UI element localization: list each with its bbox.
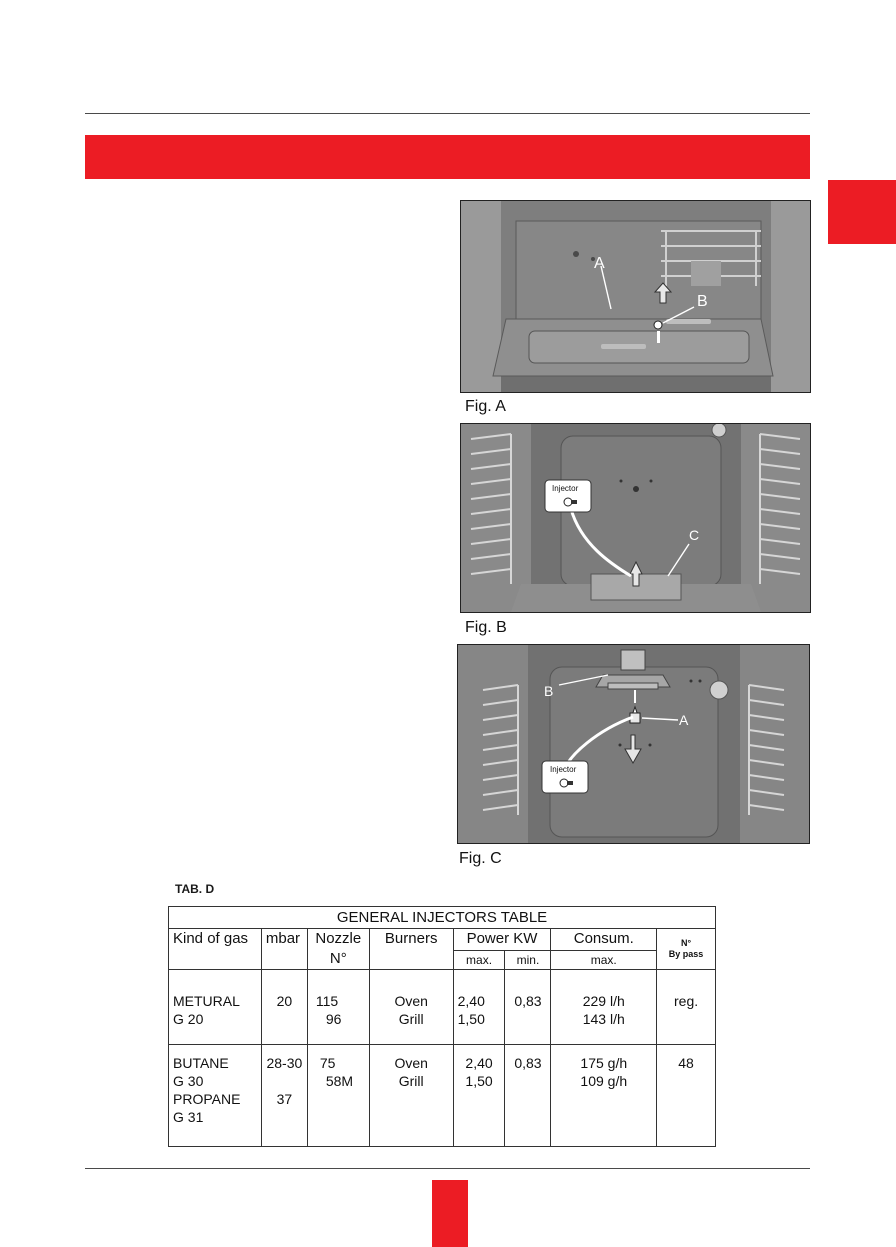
cell-nozzle bbox=[307, 970, 369, 1045]
table-row bbox=[169, 970, 716, 1045]
cell-nozzle bbox=[307, 1045, 369, 1147]
fig-b-label-c: C bbox=[689, 527, 700, 543]
cell-consum-max bbox=[551, 1045, 657, 1147]
header-kind-of-gas: Kind of gas bbox=[169, 929, 262, 970]
cell-consum-line: 143 l/h bbox=[582, 1011, 625, 1027]
header-rule bbox=[85, 113, 810, 114]
cell-power-max-line: 1,50 bbox=[465, 1073, 493, 1089]
header-mbar: mbar bbox=[261, 929, 307, 970]
cell-bypass-line: 48 bbox=[678, 1055, 694, 1071]
caption-fig-a: Fig. A bbox=[465, 398, 506, 415]
header-consum: Consum. bbox=[551, 929, 657, 951]
fig-a-label-a: A bbox=[594, 255, 605, 272]
page-number-block bbox=[432, 1180, 468, 1247]
header-power-min: min. bbox=[505, 950, 551, 969]
header-bypass-label: By pass bbox=[668, 949, 704, 959]
header-bypass bbox=[657, 929, 716, 970]
caption-fig-c: Fig. C bbox=[459, 850, 502, 867]
cell-power-max-line: 1,50 bbox=[457, 1011, 485, 1027]
cell-power-min bbox=[505, 970, 551, 1045]
cell-mbar-line: 28-30 bbox=[266, 1055, 303, 1071]
cell-consum-max bbox=[551, 970, 657, 1045]
cell-mbar bbox=[261, 1045, 307, 1147]
footer-rule bbox=[85, 1168, 810, 1169]
cell-bypass bbox=[657, 1045, 716, 1147]
section-title-band bbox=[85, 135, 810, 179]
cell-burner-line: Grill bbox=[398, 1011, 424, 1027]
fig-a-label-b: B bbox=[697, 293, 708, 310]
cell-burners bbox=[369, 1045, 453, 1147]
cell-power-max bbox=[453, 970, 505, 1045]
header-power: Power KW bbox=[453, 929, 551, 951]
table-row bbox=[169, 1045, 716, 1147]
cell-burner-line: Oven bbox=[394, 1055, 428, 1071]
cell-power-min-line: 0,83 bbox=[514, 993, 542, 1009]
cell-nozzle-line: 96 bbox=[325, 1011, 342, 1027]
figure-a bbox=[460, 200, 811, 393]
fig-c-injector-label: Injector bbox=[550, 765, 577, 774]
cell-burner-line: Grill bbox=[398, 1073, 424, 1089]
cell-gas-line: BUTANE bbox=[173, 1055, 229, 1071]
cell-nozzle-line: 58M bbox=[325, 1073, 354, 1089]
cell-bypass-line: reg. bbox=[674, 993, 699, 1009]
cell-power-min bbox=[505, 1045, 551, 1147]
fig-b-injector-label: Injector bbox=[552, 484, 579, 493]
header-nozzle bbox=[307, 929, 369, 970]
cell-bypass bbox=[657, 970, 716, 1045]
figure-b bbox=[460, 423, 811, 613]
cell-power-max-line: 2,40 bbox=[457, 993, 485, 1009]
header-bypass-n: N° bbox=[681, 938, 692, 948]
cell-gas bbox=[169, 1045, 262, 1147]
cell-power-max bbox=[453, 1045, 505, 1147]
fig-c-label-b: B bbox=[544, 683, 554, 699]
header-consum-max: max. bbox=[551, 950, 657, 969]
cell-power-max-line: 2,40 bbox=[465, 1055, 493, 1071]
cell-nozzle-line: 75 bbox=[319, 1055, 336, 1071]
figure-c bbox=[457, 644, 810, 844]
cell-consum-line: 229 l/h bbox=[582, 993, 625, 1009]
cell-gas-line: G 20 bbox=[173, 1011, 204, 1027]
cell-gas-line: G 30 bbox=[173, 1073, 204, 1089]
cell-power-min-line: 0,83 bbox=[514, 1055, 542, 1071]
cell-mbar bbox=[261, 970, 307, 1045]
cell-burner-line: Oven bbox=[394, 993, 428, 1009]
header-nozzle-label: Nozzle bbox=[315, 930, 362, 947]
cell-consum-line: 175 g/h bbox=[580, 1055, 628, 1071]
header-burners: Burners bbox=[369, 929, 453, 970]
cell-burners bbox=[369, 970, 453, 1045]
table-title: GENERAL INJECTORS TABLE bbox=[169, 907, 716, 929]
caption-fig-b: Fig. B bbox=[465, 619, 507, 636]
cell-mbar-line: 37 bbox=[276, 1091, 293, 1107]
cell-gas-line: PROPANE bbox=[173, 1091, 241, 1107]
cell-nozzle-line: 115 bbox=[315, 993, 339, 1009]
tab-d-label: TAB. D bbox=[175, 882, 215, 896]
header-power-max: max. bbox=[453, 950, 505, 969]
cell-consum-line: 109 g/h bbox=[580, 1073, 628, 1089]
cell-gas-line: G 31 bbox=[173, 1109, 204, 1125]
cell-gas-line: METURAL bbox=[173, 993, 240, 1009]
cell-gas bbox=[169, 970, 262, 1045]
cell-mbar-line bbox=[266, 1072, 303, 1090]
side-tab bbox=[828, 180, 896, 244]
cell-mbar-line: 20 bbox=[276, 993, 293, 1009]
fig-c-label-a: A bbox=[679, 712, 689, 728]
injectors-table bbox=[168, 906, 716, 1147]
header-nozzle-no: N° bbox=[329, 950, 347, 967]
